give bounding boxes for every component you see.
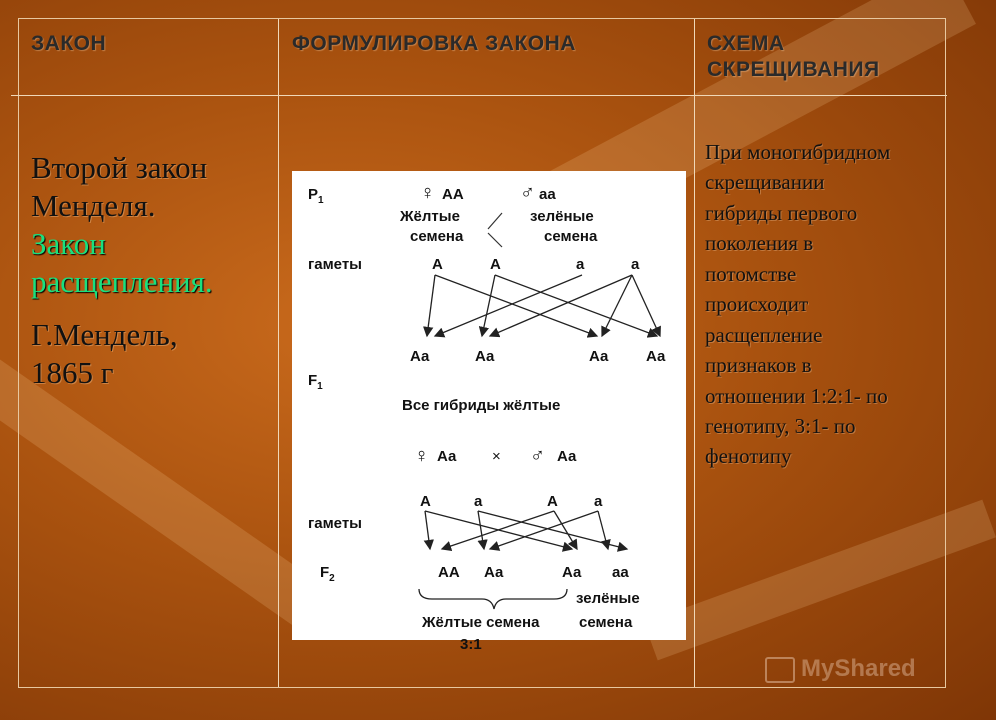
f2-offspring: АА bbox=[438, 564, 460, 581]
female-symbol: ♀ bbox=[414, 445, 429, 467]
f2-label: $F_2$ bbox=[320, 564, 335, 584]
male-symbol: ♂ bbox=[530, 445, 545, 467]
f1-arrows bbox=[427, 275, 660, 336]
f2-green-seeds-l1: зелёные bbox=[576, 590, 640, 607]
law-subtitle-line2: расщепления. bbox=[31, 264, 213, 300]
header-formulation: ФОРМУЛИРОВКА ЗАКОНА bbox=[292, 32, 576, 55]
p1-female-genotype: АА bbox=[442, 186, 464, 203]
header-scheme-line1: СХЕМА bbox=[707, 32, 785, 55]
gamete-f1: а bbox=[474, 493, 483, 510]
p1-label: $P_1$ bbox=[308, 186, 324, 206]
gamete-p1: а bbox=[631, 256, 640, 273]
f2-offspring: Аа bbox=[484, 564, 504, 581]
law-title-cell bbox=[31, 149, 261, 392]
law-author-line1: Г.Мендель, bbox=[31, 316, 178, 352]
gamete-p1: А bbox=[432, 256, 443, 273]
formulation-line: гибриды первого bbox=[705, 200, 858, 225]
header-divider bbox=[11, 95, 947, 96]
gamete-p1: А bbox=[490, 256, 501, 273]
header-law: ЗАКОН bbox=[31, 32, 107, 55]
column-divider bbox=[278, 19, 279, 687]
f1-offspring: Аа bbox=[410, 348, 430, 365]
f1-label: $F_1$ bbox=[308, 372, 323, 392]
header-scheme-line2: СКРЕЩИВАНИЯ bbox=[707, 58, 880, 82]
cross-mark bbox=[488, 233, 502, 247]
law-title-line1: Второй закон bbox=[31, 150, 208, 185]
gamete-p1: а bbox=[576, 256, 585, 273]
f2-offspring: аа bbox=[612, 564, 629, 581]
formulation-line: отношении 1:2:1- по bbox=[705, 383, 888, 408]
crossing-diagram-svg bbox=[292, 171, 686, 653]
formulation-line: потомстве bbox=[705, 261, 797, 286]
formulation-line: фенотипу bbox=[705, 444, 792, 469]
formulation-line: расщепление bbox=[705, 322, 823, 347]
f2-arrows bbox=[425, 511, 627, 549]
male-symbol: ♂ bbox=[520, 182, 535, 204]
gametes-label-1: гаметы bbox=[308, 256, 362, 273]
law-table bbox=[18, 18, 946, 688]
law-subtitle-line1: Закон bbox=[31, 226, 106, 262]
watermark bbox=[765, 655, 916, 683]
all-hybrids-yellow: Все гибриды жёлтые bbox=[402, 397, 561, 414]
f1-offspring: Аа bbox=[475, 348, 495, 365]
formulation-line: происходит bbox=[705, 292, 809, 317]
f2-yellow-seeds: Жёлтые семена bbox=[422, 614, 540, 631]
gamete-f1: а bbox=[594, 493, 603, 510]
formulation-text bbox=[705, 137, 945, 472]
f2-offspring: Аа bbox=[562, 564, 582, 581]
law-author-line2: 1865 г bbox=[31, 354, 114, 390]
f1-offspring: Аа bbox=[646, 348, 666, 365]
gamete-f1: А bbox=[420, 493, 431, 510]
f2-green-seeds-l2: семена bbox=[579, 614, 633, 631]
f1-offspring: Аа bbox=[589, 348, 609, 365]
p1-male-genotype: аа bbox=[539, 186, 556, 203]
gametes-label-2: гаметы bbox=[308, 515, 362, 532]
cross-mark bbox=[488, 213, 502, 229]
watermark-text: MyShared bbox=[801, 655, 916, 682]
p1-yellow-seeds-l1: Жёлтые bbox=[400, 208, 460, 225]
formulation-line: генотипу, 3:1- по bbox=[705, 413, 856, 438]
gamete-f1: А bbox=[547, 493, 558, 510]
formulation-line: поколения в bbox=[705, 231, 814, 256]
formulation-line: скрещивании bbox=[705, 170, 825, 195]
formulation-line: признаков в bbox=[705, 353, 812, 378]
header-scheme bbox=[707, 31, 880, 84]
crossing-diagram bbox=[292, 171, 686, 653]
cross-male-genotype: Аа bbox=[557, 448, 577, 465]
law-title-line2: Менделя. bbox=[31, 188, 156, 224]
cross-female-genotype: Аа bbox=[437, 448, 457, 465]
yellow-brace bbox=[419, 589, 567, 609]
p1-green-seeds-l2: семена bbox=[544, 228, 598, 245]
watermark-icon bbox=[765, 657, 795, 683]
p1-yellow-seeds-l2: семена bbox=[410, 228, 464, 245]
ratio-label: 3:1 bbox=[460, 636, 482, 653]
cross-times: × bbox=[492, 448, 501, 465]
p1-green-seeds-l1: зелёные bbox=[530, 208, 594, 225]
column-divider bbox=[694, 19, 695, 687]
formulation-line: При моногибридном bbox=[705, 140, 891, 164]
female-symbol: ♀ bbox=[420, 182, 435, 204]
